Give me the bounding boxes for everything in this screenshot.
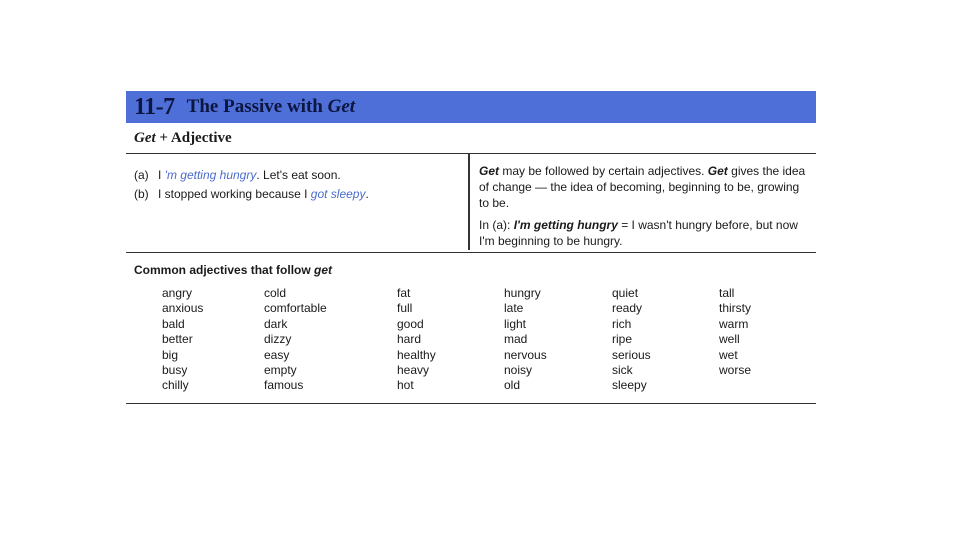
adjective: rich [612, 316, 632, 331]
adjective: anxious [162, 301, 204, 316]
adjective: ready [612, 301, 643, 316]
adjective: dizzy [264, 332, 292, 347]
adjective-column-6 [719, 286, 751, 378]
adjective: serious [612, 347, 651, 362]
adjective: cold [264, 286, 287, 300]
adjective: comfortable [264, 301, 327, 316]
adjective: thirsty [719, 301, 752, 316]
example-sentences [134, 166, 369, 204]
adjective: light [504, 316, 527, 331]
chart-title: The Passive with Get [186, 96, 356, 117]
adjective: bald [162, 316, 185, 331]
adjective: big [162, 347, 179, 362]
adjective: sick [612, 363, 633, 378]
adjective-column-5 [612, 286, 651, 394]
adjective: fat [397, 286, 411, 300]
adjective: good [397, 316, 424, 331]
adjectives-heading: Common adjectives that follow get [134, 263, 333, 277]
adjective: mad [504, 332, 528, 347]
adjective: well [719, 332, 740, 347]
adjective: hot [397, 378, 414, 393]
column-divider [468, 154, 470, 250]
example-a: (a) I 'm getting hungry. Let's eat soon. [134, 168, 341, 182]
chart-title-bar [126, 91, 816, 123]
adjective: easy [264, 347, 290, 362]
adjective: quiet [612, 286, 639, 300]
adjectives-section [126, 253, 816, 404]
explanation-paragraph-1: Get may be followed by certain adjectives. Get gives the idea of change — the idea of becoming, beginning to be, growing to be. [479, 164, 806, 210]
explanation [479, 163, 809, 255]
adjective: noisy [504, 363, 533, 378]
adjective: empty [264, 363, 297, 378]
adjective: famous [264, 378, 304, 393]
examples-section [126, 154, 816, 253]
example-b: (b) I stopped working because I got sleepy. [134, 187, 369, 201]
adjective: nervous [504, 347, 547, 362]
adjective: busy [162, 363, 188, 378]
adjective: old [504, 378, 521, 393]
adjective-column-4 [504, 286, 547, 394]
adjective: full [397, 301, 413, 316]
chart-number: 11-7 [134, 93, 175, 120]
adjective: chilly [162, 378, 189, 393]
adjective-column-3 [397, 286, 436, 394]
adjective: healthy [397, 347, 436, 362]
explanation-paragraph-2: In (a): I'm getting hungry = I wasn't hungry before, but now I'm beginning to be hungry. [479, 218, 798, 248]
adjective: worse [719, 363, 752, 378]
adjective: sleepy [612, 378, 647, 393]
adjective: wet [719, 347, 738, 362]
grammar-chart [126, 91, 816, 404]
adjective: better [162, 332, 193, 347]
adjective: dark [264, 316, 288, 331]
adjective: heavy [397, 363, 430, 378]
adjective: late [504, 301, 524, 316]
adjective-column-1 [162, 286, 203, 394]
adjective: warm [719, 316, 749, 331]
adjective: ripe [612, 332, 633, 347]
section-heading: Get + Adjective [126, 123, 816, 154]
adjective: angry [162, 286, 193, 300]
adjective: tall [719, 286, 735, 300]
adjective-column-2 [264, 286, 327, 394]
adjective: hungry [504, 286, 541, 300]
adjective: hard [397, 332, 422, 347]
